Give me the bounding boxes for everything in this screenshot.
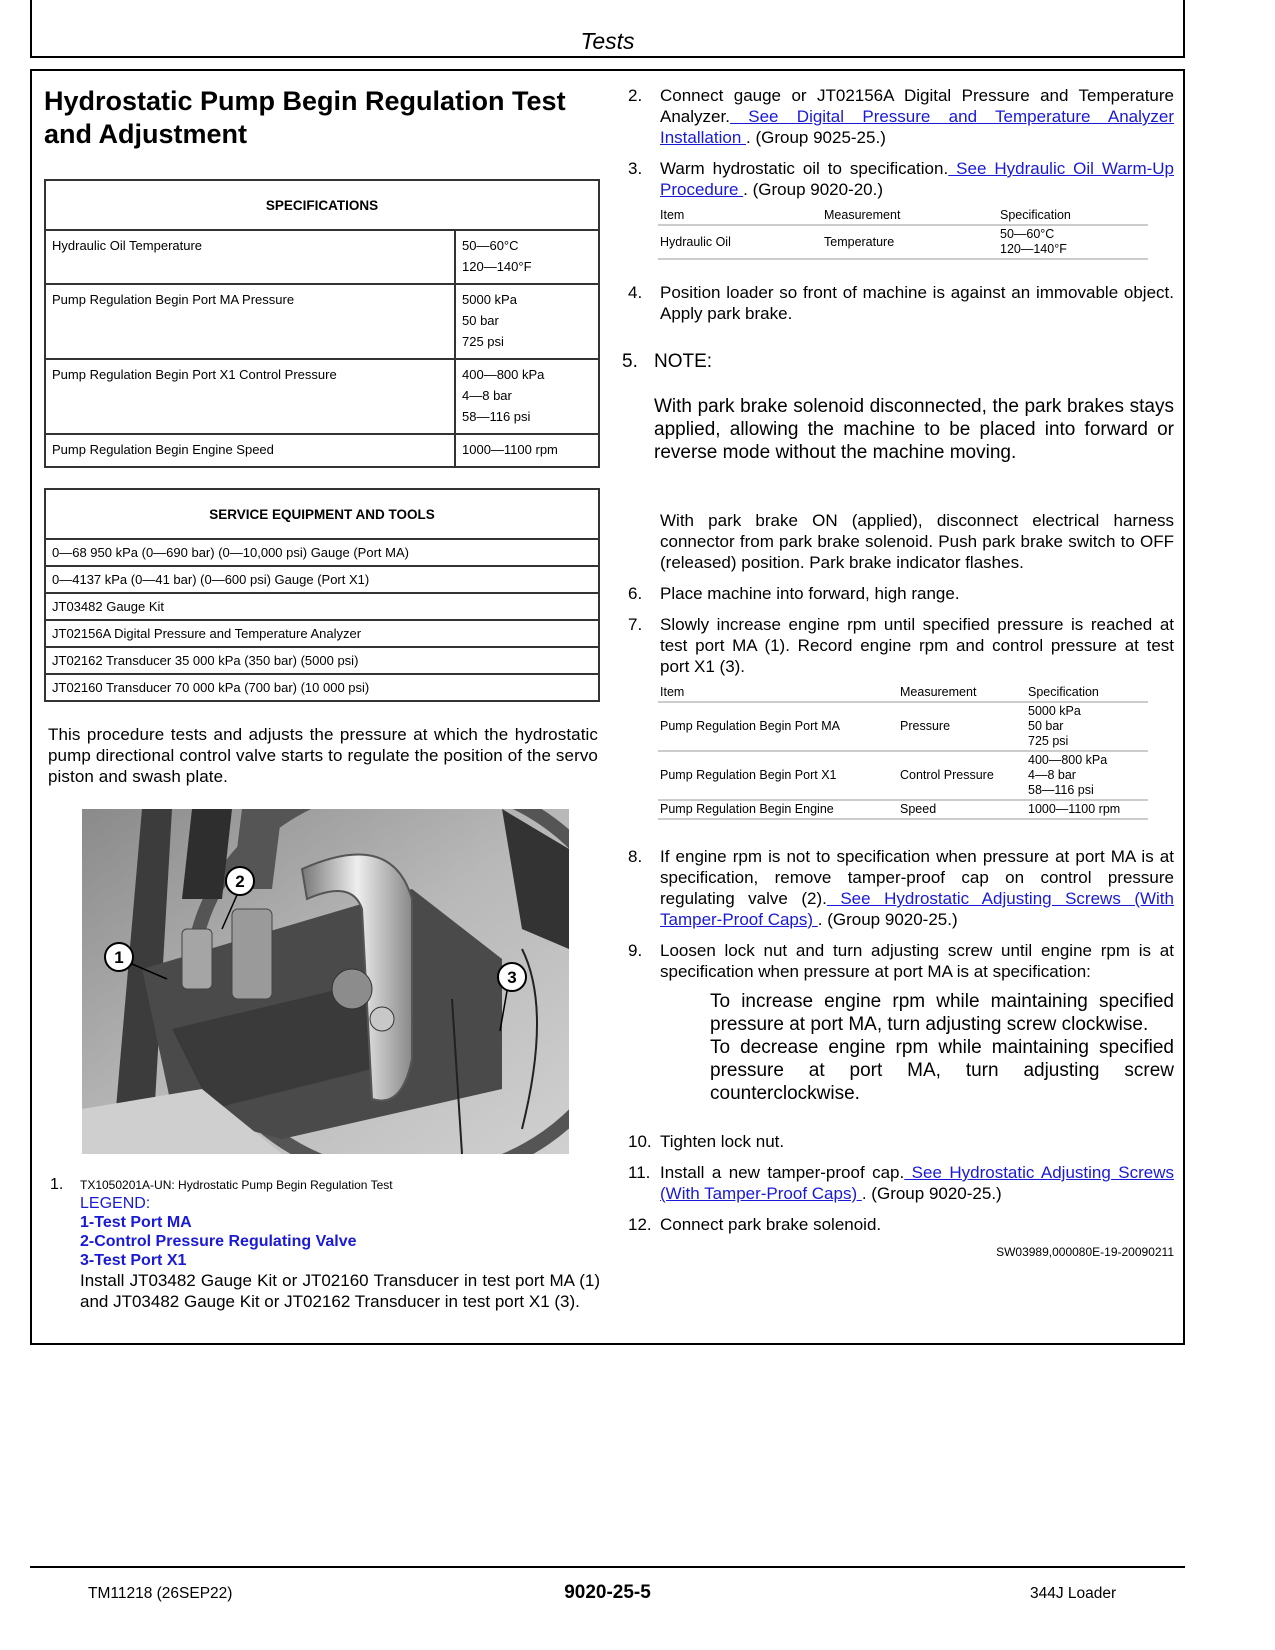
table-row: 0—4137 kPa (0—41 bar) (0—600 psi) Gauge (Port X1) [45,566,599,593]
spec-label: Pump Regulation Begin Port X1 Control Pressure [45,359,455,434]
step-text: Connect gauge or JT02156A Digital Pressure and Temperature Analyzer. [660,86,1174,126]
spec-line: 5000 kPa [1028,704,1081,718]
spec-line: 4—8 bar [1028,768,1076,782]
pump-illustration [82,809,569,1154]
step-9-increase: To increase engine rpm while maintaining specified pressure at port MA, turn adjusting screw clockwise. [710,991,1174,1035]
content-frame [30,69,1185,1345]
right-column [622,85,1174,1259]
step-number: 2. [628,86,643,105]
step-9-decrease: To decrease engine rpm while maintaining specified pressure at port MA, turn adjusting screw counterclockwise. [710,1037,1174,1104]
svg-text:1: 1 [114,948,124,967]
link-adjusting-screws[interactable]: See Hydrostatic Adjusting Screws (With Tamper-Proof Caps) [660,889,1174,929]
spec-line: 50—60°C [1000,227,1055,241]
table-cell: Pump Regulation Begin Port MA [658,702,898,751]
svg-text:3: 3 [507,968,517,987]
step-number: 1. [50,1176,64,1193]
tools-table [44,488,600,702]
figure-caption [44,1176,600,1312]
column-header: Measurement [822,206,998,225]
step-number: 8. [628,847,643,866]
spec-value-line: 5000 kPa [462,292,517,307]
spec-value [455,284,599,359]
spec-label: Pump Regulation Begin Engine Speed [45,434,455,467]
step-8 [622,846,1174,930]
step-number: 12. [628,1215,652,1234]
spec-value-line: 400—800 kPa [462,367,545,382]
legend-item: 3-Test Port X1 [80,1252,187,1269]
header-title: Tests [580,28,635,54]
svg-text:2: 2 [235,872,245,891]
spec-line: 120—140°F [1000,242,1067,256]
step-1-text: Install JT03482 Gauge Kit or JT02160 Transducer in test port MA (1) and JT03482 Gauge Kit or JT02162 Transducer in test port X1 (3). [80,1271,600,1311]
step-text: Warm hydrostatic oil to specification. [660,159,949,178]
step-number: 6. [628,584,643,603]
spec-line: 50 bar [1028,719,1064,733]
column-header: Specification [1026,683,1148,702]
legend-item: 2-Control Pressure Regulating Valve [80,1233,357,1250]
column-header: Measurement [898,683,1026,702]
step-number: 4. [628,283,643,302]
step-text: Position loader so front of machine is against an immovable object. Apply park brake. [660,283,1174,323]
step-number: 11. [628,1163,651,1182]
footer-page-number: 9020-25-5 [564,1582,651,1603]
table-cell [998,225,1148,259]
step-11 [622,1162,1174,1204]
table-cell: Temperature [822,225,998,259]
step-text: With park brake ON (applied), disconnect electrical harness connector from park brake solenoid. Push park brake switch to OFF (released) position. Park brake indicator flashes. [660,511,1174,572]
spec-line: 725 psi [1028,734,1069,748]
table-row [658,225,1148,259]
table-row [45,359,599,434]
spec-value-line: 50—60°C [462,238,519,253]
table-cell: Pressure [898,702,1026,751]
table-cell: Pump Regulation Begin Engine [658,800,898,819]
step-text: Loosen lock nut and turn adjusting screw until engine rpm is at specification when pressure at port MA is at specification: [660,941,1174,981]
table-row [658,800,1148,819]
step-3 [622,158,1174,200]
table-cell: Speed [898,800,1026,819]
step-5-note [622,350,1174,373]
step-text: Place machine into forward, high range. [660,584,960,603]
spec-value [455,230,599,284]
spec-value-line: 725 psi [462,334,504,349]
link-analyzer-installation[interactable]: See Digital Pressure and Temperature Analyzer Installation [660,107,1174,147]
spec-value-line: 58—116 psi [462,409,531,424]
spec-line: 400—800 kPa [1028,753,1108,767]
spec-value-line: 4—8 bar [462,388,512,403]
step-text: Slowly increase engine rpm until specified pressure is reached at test port MA (1). Record engine rpm and control pressure at test port X1 (3). [660,615,1174,676]
specifications-table [44,179,600,468]
document-id: SW03989,000080E-19-20090211 [996,1245,1174,1259]
table-row: JT02156A Digital Pressure and Temperature Analyzer [45,620,599,647]
step-number: 9. [628,941,643,960]
spec-value-line: 50 bar [462,313,499,328]
table-row [658,702,1148,751]
table-cell: Hydraulic Oil [658,225,822,259]
left-column [44,85,600,1312]
step-number: 10. [628,1132,652,1151]
column-header: Item [658,206,822,225]
step-text: . (Group 9025-25.) [746,128,886,147]
step-7 [622,614,1174,677]
step-9 [622,940,1174,982]
link-oil-warmup[interactable]: See Hydraulic Oil Warm-Up Procedure [660,159,1175,199]
tools-heading: SERVICE EQUIPMENT AND TOOLS [45,489,599,539]
spec-line: 58—116 psi [1028,783,1094,797]
column-header: Specification [998,206,1148,225]
step-text: . (Group 9020-25.) [817,910,958,929]
table-cell [1026,800,1148,819]
section-title: Hydrostatic Pump Begin Regulation Test and Adjustment [44,86,566,149]
table-row [45,230,599,284]
table-cell: Pump Regulation Begin Port X1 [658,751,898,800]
note-text: With park brake solenoid disconnected, the park brakes stays applied, allowing the machine to be placed into forward or reverse mode without the machine moving. [654,396,1174,463]
table-row [45,434,599,467]
figure-id: TX1050201A-UN: Hydrostatic Pump Begin Regulation Test [80,1178,393,1192]
step-10 [622,1131,1174,1152]
spec-line: 1000—1100 rpm [1028,802,1121,816]
step-4 [622,282,1174,324]
step-text: Tighten lock nut. [660,1132,785,1151]
table-row: 0—68 950 kPa (0—690 bar) (0—10,000 psi) Gauge (Port MA) [45,539,599,566]
spec-label: Hydraulic Oil Temperature [45,230,455,284]
legend-item: 1-Test Port MA [80,1214,192,1231]
spec-value-line: 120—140°F [462,259,532,274]
note-label: NOTE: [654,351,713,372]
specifications-heading: SPECIFICATIONS [45,180,599,230]
link-adjusting-screws-2[interactable]: See Hydrostatic Adjusting Screws (With Tamper-Proof Caps) [660,1163,1174,1203]
pump-photo [82,809,569,1154]
spec-value [455,359,599,434]
regulation-spec-table [658,683,1148,820]
step-text: . (Group 9020-25.) [861,1184,1002,1203]
table-row [45,284,599,359]
table-cell [1026,702,1148,751]
step-text: Install a new tamper-proof cap. [660,1163,905,1182]
step-6 [622,583,1174,604]
step-5-text [622,510,1174,573]
oil-temperature-table [658,206,1148,260]
footer-manual-id: TM11218 (26SEP22) [88,1585,233,1602]
table-row [658,751,1148,800]
footer-divider [30,1566,1185,1568]
step-2 [622,85,1174,148]
page-header [30,0,1185,58]
step-text: . (Group 9020-20.) [743,180,884,199]
footer-model: 344J Loader [1030,1585,1117,1602]
table-row: JT02160 Transducer 70 000 kPa (700 bar) (10 000 psi) [45,674,599,701]
spec-value-line: 1000—1100 rpm [462,442,558,457]
step-number: 3. [628,159,643,178]
legend-title: LEGEND: [80,1195,151,1212]
step-number: 7. [628,615,643,634]
step-12 [622,1214,1174,1235]
table-row: JT03482 Gauge Kit [45,593,599,620]
table-row: JT02162 Transducer 35 000 kPa (350 bar) (5000 psi) [45,647,599,674]
intro-paragraph: This procedure tests and adjusts the pressure at which the hydrostatic pump directional control valve starts to regulate the position of the servo piston and swash plate. [48,725,598,786]
step-text: If engine rpm is not to specification when pressure at port MA is at specification, remove tamper-proof cap on control pressure regulating valve (2). [660,847,1174,908]
table-cell [1026,751,1148,800]
column-header: Item [658,683,898,702]
step-number: 5. [622,351,638,372]
spec-label: Pump Regulation Begin Port MA Pressure [45,284,455,359]
step-text: Connect park brake solenoid. [660,1215,882,1234]
table-cell: Control Pressure [898,751,1026,800]
spec-value [455,434,599,467]
